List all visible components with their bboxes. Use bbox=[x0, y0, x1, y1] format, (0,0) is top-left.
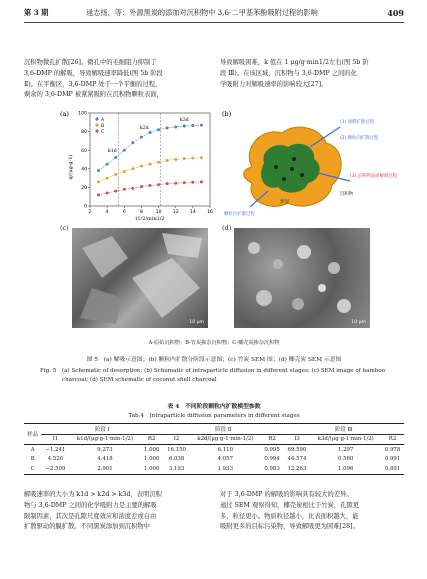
figure-caption-en-1: Fig. 5 (a) Schematic of desorption; (b) Schematic of intraparticle diffusion in different stages; (c) SEM image of bamboo bbox=[40, 368, 386, 374]
legend-c: C bbox=[101, 130, 105, 135]
text-line: 物与 3,6-DMP 之间的化学吸附力是主要的解吸 bbox=[24, 501, 157, 509]
data-point-b bbox=[106, 177, 109, 180]
text-line: 吸附更多的目标污染物，导致解吸更为困难[28]。 bbox=[220, 523, 359, 531]
sub-header: k2d/(μg·g-1·min-1/2) bbox=[197, 436, 254, 443]
data-point-c bbox=[191, 181, 194, 184]
x-tick-label: 4 bbox=[105, 210, 109, 215]
y-tick-label: 40 bbox=[81, 167, 87, 173]
data-point-a bbox=[174, 125, 177, 128]
label-film-diffusion: (1) 液膜扩散过程 bbox=[340, 120, 374, 125]
table-subheader-row bbox=[24, 434, 404, 445]
diffusion-diagram bbox=[222, 107, 404, 222]
text-line: 通过 SEM 观察得知，椰壳炭相比于竹炭，孔隙更 bbox=[220, 501, 360, 509]
data-point-b bbox=[114, 173, 117, 176]
x-tick-label: 10 bbox=[155, 210, 162, 215]
sem-panel-d bbox=[222, 224, 372, 332]
x-tick-label: 2 bbox=[88, 210, 92, 215]
issue-number: 第 3 期 bbox=[24, 8, 49, 17]
label-sediment: 沉积物 bbox=[340, 192, 354, 197]
k3d-label: k3d bbox=[180, 118, 189, 123]
cell: −2.509 bbox=[45, 465, 66, 472]
text-line: 对于 3,6-DMP 的解吸的影响具有较大的差异。 bbox=[220, 491, 353, 498]
y-tick-label: 100 bbox=[78, 111, 87, 117]
data-point-c bbox=[149, 184, 152, 187]
col-stage3: 阶段 Ⅲ bbox=[284, 424, 404, 434]
label-intraparticle: (2) 颗粒内扩散过程 bbox=[340, 136, 379, 141]
cell: C bbox=[30, 465, 35, 472]
cell: 3.193 bbox=[168, 465, 185, 472]
figure-caption-cn: 图 5 (a) 解吸示意图；(b) 颗粒内扩散分阶段示意图；(c) 竹炭 SEM 图；(d) 椰壳炭 SEM 示意图 bbox=[86, 357, 342, 363]
legend-marker-a bbox=[95, 117, 98, 120]
pollutant-dot bbox=[292, 157, 296, 161]
cell: 6.110 bbox=[217, 446, 234, 453]
data-point-c bbox=[174, 182, 177, 185]
cell: 44.574 bbox=[287, 456, 307, 463]
cell: 2.901 bbox=[97, 465, 113, 472]
cell: 4.057 bbox=[217, 456, 234, 463]
cell: B bbox=[30, 456, 35, 463]
cell: −1.241 bbox=[45, 446, 66, 453]
data-point-b bbox=[157, 161, 160, 164]
text-line: 限制因素，其次是孔隙尺度效应和浓度差或自由 bbox=[24, 512, 157, 520]
header-title: 逯志扬，等：外源黑炭的添加对沉积物中 3,6-二甲基苯酚吸附过程的影响 bbox=[86, 8, 318, 17]
data-point-c bbox=[131, 187, 134, 190]
label-black-carbon: 黑炭 bbox=[280, 200, 290, 205]
series-line-c bbox=[99, 182, 202, 195]
text-line: Ⅱ)。在平衡区，3,6-DMP 处于一个平衡的过程， bbox=[24, 80, 162, 88]
data-point-a bbox=[200, 124, 203, 127]
cell: A bbox=[30, 446, 35, 453]
cell: 1.096 bbox=[338, 465, 354, 472]
data-point-a bbox=[123, 149, 126, 152]
data-point-b bbox=[200, 156, 203, 159]
figure-legend-line: A-原始沉积物；B-竹炭掺杂沉积物；C-椰壳炭掺杂沉积物 bbox=[148, 340, 280, 346]
data-point-a bbox=[191, 124, 194, 127]
sub-header: k3d/(μg·g-1·min-1/2) bbox=[317, 436, 374, 443]
table-row bbox=[24, 455, 404, 465]
cell: 6.038 bbox=[168, 456, 185, 463]
running-header bbox=[24, 8, 404, 20]
x-tick-label: 6 bbox=[122, 210, 126, 215]
series-line-b bbox=[99, 158, 202, 182]
sem-texture bbox=[72, 228, 208, 328]
label-diffusion: 颗粒内扩散过程 bbox=[224, 212, 255, 217]
cell: 1.000 bbox=[143, 446, 160, 453]
y-tick-label: 0 bbox=[84, 204, 87, 210]
panel-d-label: (d) bbox=[222, 224, 232, 232]
table-title-cn: 表 4 不同阶段颗粒内扩散模型参数 bbox=[167, 404, 261, 410]
legend-marker-c bbox=[95, 129, 98, 132]
data-point-c bbox=[166, 182, 169, 185]
cell: 1.933 bbox=[217, 465, 234, 472]
sub-header: R2 bbox=[147, 436, 156, 443]
pollutant-dot bbox=[274, 165, 278, 169]
data-point-a bbox=[106, 163, 109, 166]
sub-header: I2 bbox=[173, 436, 180, 443]
text-line: 导致解吸困难，k 值在 1 μg/g·min1/2左右(图 5b 阶 bbox=[220, 59, 369, 66]
page-number: 409 bbox=[387, 8, 404, 18]
data-point-a bbox=[131, 141, 134, 144]
x-tick-label: 12 bbox=[172, 210, 179, 215]
col-sample: 样品 bbox=[27, 432, 39, 438]
sem-panel-c bbox=[60, 224, 210, 332]
text-line: 沉积物微孔扩散[26]。微孔中的毛细阻力抑制了 bbox=[24, 59, 157, 66]
legend bbox=[95, 117, 105, 135]
cell: 1.000 bbox=[143, 456, 160, 463]
cell: 1.000 bbox=[143, 465, 160, 472]
sub-header: R2 bbox=[268, 436, 276, 443]
k1d-label: k1d bbox=[108, 149, 117, 154]
data-point-b bbox=[123, 170, 126, 173]
table-header-row bbox=[24, 424, 404, 434]
panel-c-label: (c) bbox=[60, 224, 69, 232]
table-row bbox=[24, 445, 404, 455]
data-point-b bbox=[174, 158, 177, 161]
parameters-table bbox=[24, 424, 404, 475]
top-right-paragraph bbox=[220, 58, 404, 90]
data-point-a bbox=[166, 126, 169, 129]
x-axis-label: t1/2/min1/2 bbox=[135, 216, 165, 222]
data-point-a bbox=[140, 136, 143, 139]
cell: 1.297 bbox=[338, 446, 354, 453]
header-rule bbox=[24, 22, 404, 23]
cell: 0.991 bbox=[384, 456, 401, 463]
sub-header: I3 bbox=[294, 436, 300, 443]
figure-caption-en-2: charcoal; (d) SEM schematic of coconut shell charcoal bbox=[62, 377, 217, 383]
data-point-c bbox=[157, 183, 160, 186]
x-tick-label: 14 bbox=[189, 210, 196, 215]
label-surface-desorption: (3) 沉积物表面解吸过程 bbox=[350, 174, 398, 179]
data-point-c bbox=[183, 181, 186, 184]
data-point-a bbox=[157, 128, 160, 131]
top-left-paragraph bbox=[24, 58, 208, 101]
data-point-b bbox=[191, 157, 194, 160]
desorption-chart bbox=[60, 107, 220, 222]
sub-header: R2 bbox=[388, 436, 397, 443]
data-point-a bbox=[114, 156, 117, 159]
sem-image-coconut bbox=[234, 228, 370, 328]
cell: 69.590 bbox=[287, 446, 307, 453]
cell: 0.994 bbox=[264, 456, 280, 463]
text-line: 扩散驱动的膜扩散。不同黑炭添加到沉积物中 bbox=[24, 523, 150, 531]
cell: 0.978 bbox=[384, 446, 401, 453]
legend-marker-b bbox=[95, 123, 98, 126]
y-tick-label: 60 bbox=[81, 148, 87, 154]
cell: 0.995 bbox=[264, 446, 280, 453]
col-stage2: 阶段 Ⅱ bbox=[163, 424, 283, 434]
data-point-b bbox=[140, 165, 143, 168]
bottom-left-paragraph bbox=[24, 490, 208, 533]
x-tick-label: 16 bbox=[207, 210, 213, 215]
text-line: 3,6-DMP 的解吸，导致解吸速率降低(图 5b 阶段 bbox=[24, 69, 163, 77]
data-point-b bbox=[183, 157, 186, 160]
cell: 0.983 bbox=[264, 465, 280, 472]
cell: 12.263 bbox=[287, 465, 307, 472]
panel-b-label: (b) bbox=[222, 110, 232, 118]
sem-image-bamboo bbox=[72, 228, 208, 328]
col-stage1: 阶段 Ⅰ bbox=[41, 424, 163, 434]
series-group bbox=[97, 124, 203, 197]
data-point-b bbox=[149, 163, 152, 166]
text-line: 学吸附力对解吸速率的影响较大[27]。 bbox=[220, 80, 328, 88]
y-tick-label: 80 bbox=[81, 130, 87, 136]
data-point-c bbox=[140, 185, 143, 188]
k2d-label: k2d bbox=[140, 126, 149, 131]
data-point-c bbox=[97, 193, 100, 196]
legend-a: A bbox=[101, 118, 105, 123]
cell: 0.560 bbox=[338, 456, 354, 463]
data-point-b bbox=[166, 159, 169, 162]
bottom-right-paragraph bbox=[220, 490, 404, 533]
sem-texture bbox=[234, 228, 370, 328]
data-point-c bbox=[123, 188, 126, 191]
cell: 9.273 bbox=[97, 446, 113, 453]
y-tick-label: 20 bbox=[81, 186, 87, 191]
panel-a-label: (a) bbox=[60, 110, 69, 118]
data-point-a bbox=[183, 125, 186, 128]
pollutant-dot bbox=[300, 173, 304, 177]
cell: 4.418 bbox=[97, 456, 113, 463]
y-axis-label: q/(μg·g-1) bbox=[68, 154, 74, 180]
scale-bar-d: 10 μm bbox=[351, 320, 366, 325]
data-point-b bbox=[131, 167, 134, 170]
data-point-c bbox=[200, 180, 203, 183]
text-line: 段 Ⅲ)。在该区域，沉积物与 3,6-DMP 之间的化 bbox=[220, 69, 357, 77]
data-point-c bbox=[114, 190, 117, 193]
x-tick-label: 8 bbox=[139, 210, 143, 215]
data-point-a bbox=[97, 169, 100, 172]
text-line: 解吸速率的大小为 k1d > k2d > k3d，表明沉积 bbox=[24, 491, 162, 498]
table-row bbox=[24, 464, 404, 474]
data-point-b bbox=[97, 180, 100, 183]
sub-header: I1 bbox=[52, 436, 59, 443]
cell: 4.526 bbox=[47, 456, 64, 463]
legend-b: B bbox=[101, 124, 105, 129]
scale-bar-c: 10 μm bbox=[189, 320, 204, 325]
sub-header: k1d/(μg·g-1·min-1/2) bbox=[76, 436, 133, 443]
pollutant-dot bbox=[282, 177, 286, 181]
text-line: 剩余的 3,6-DMP 被紧紧吸附在沉积物颗粒表面， bbox=[24, 91, 163, 99]
table-title-en: Tab.4 Intraparticle diffusion parameters in different stages bbox=[128, 413, 300, 419]
cell: 0.891 bbox=[384, 465, 401, 472]
cell: 16.150 bbox=[167, 446, 186, 453]
pollutant-dot bbox=[290, 167, 294, 171]
data-point-a bbox=[149, 131, 152, 134]
data-point-c bbox=[106, 191, 109, 194]
text-line: 多，粒径更小。物质粒径越小，比表面积越大，能 bbox=[220, 512, 359, 520]
